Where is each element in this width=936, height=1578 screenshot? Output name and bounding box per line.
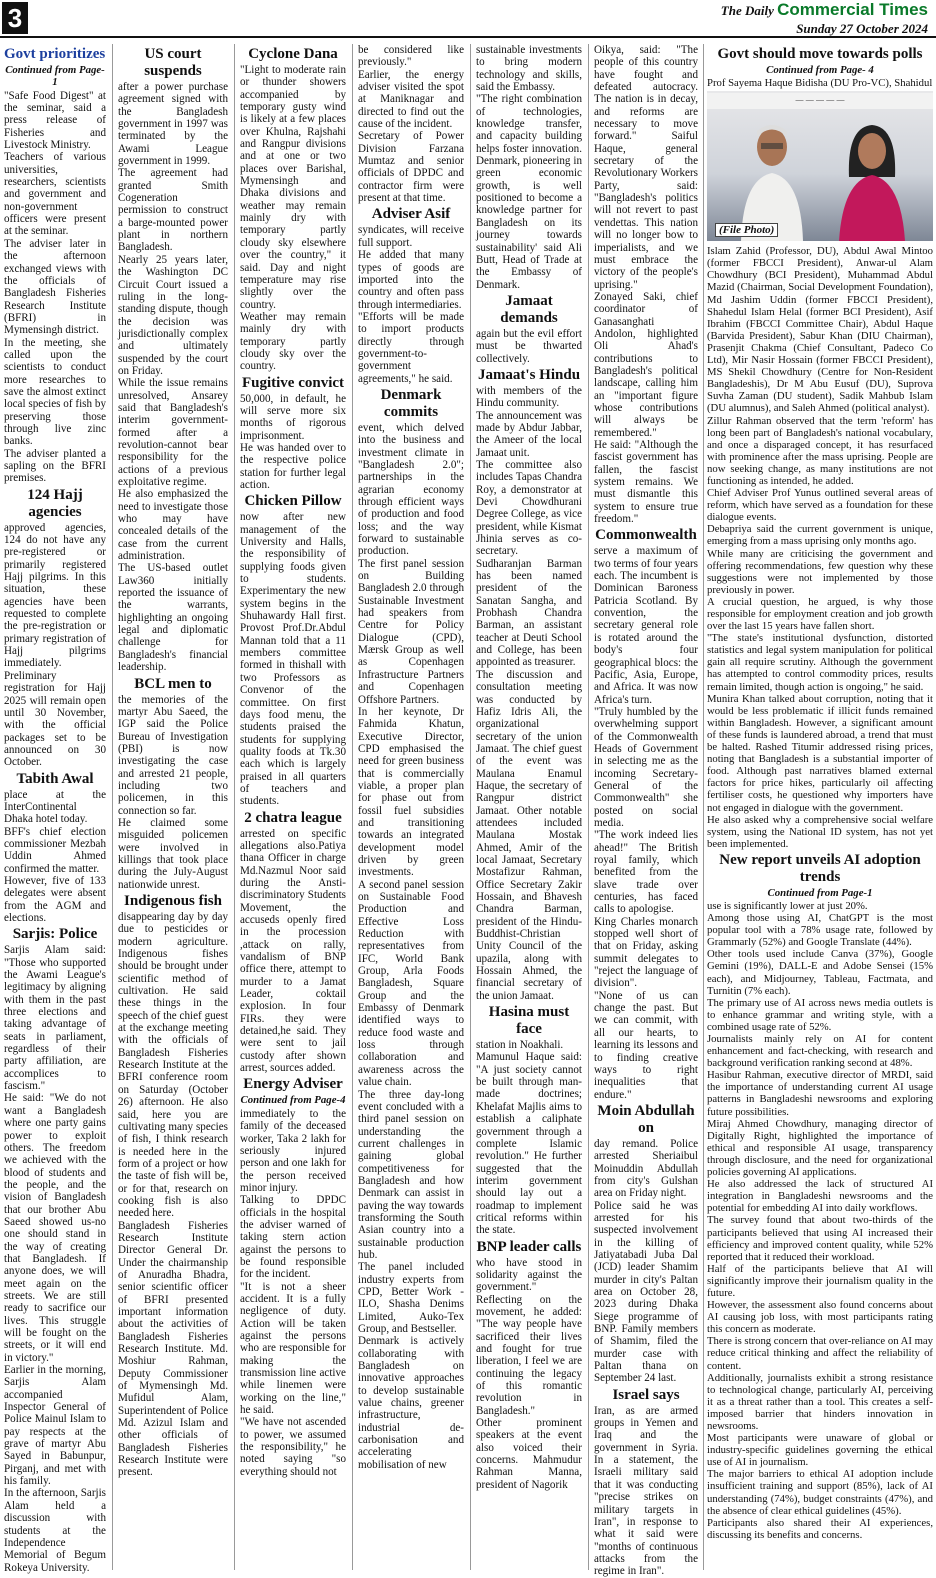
article-paragraph: Additionally, journalists exhibit a strong resistance to technological change, particularly AI, perceiving it as a threat rather than a tool. This creates a self-imposed barrier that hinders innovation in newsrooms. [707, 1371, 933, 1432]
article-paragraph: He said: "Although the fascist government has fallen, the fascist system remains. We must dismantle this system to ensure true freedom." [594, 439, 698, 526]
article-paragraph: Preliminary registration for Hajj 2025 will remain open until 30 November, with the official packages set to be announced on 30 October. [4, 669, 106, 769]
headline-moin-abdullah: Moin Abdullah on [597, 1102, 695, 1136]
article-paragraph: There is strong concern that over-reliance on AI may reduce critical thinking and affect the reliability of content. [707, 1335, 933, 1372]
headline-commonwealth: Commonwealth [595, 527, 697, 544]
article-paragraph: He added that many types of goods are imported into the country and often pass through intermediaries. [358, 249, 464, 311]
article-paragraph: "Safe Food Digest" at the seminar, said a press release of Fisheries and Livestock Ministry. [4, 89, 106, 152]
column-divider [588, 44, 589, 1570]
article-paragraph: 50,000, in default, he will serve more six months of rigorous imprisonment. [240, 392, 346, 442]
continued-note: Continued from Page-1 [767, 886, 873, 899]
article-paragraph: The first panel session on Building Bangladesh 2.0 through Sustainable Investment had speakers from Centre for Policy Dialogue (CPD), Mærsk Group as well as Copenhagen Infrastructure Partners and Copenhagen Offshore Partners. [358, 557, 464, 706]
paper-name [721, 0, 928, 20]
column-divider [112, 44, 113, 1570]
headline-tabith-awal: Tabith Awal [16, 770, 94, 787]
article-paragraph: He claimed some misguided policemen were involved in killings that took place during the July-August nationwide unrest. [118, 816, 228, 891]
article-paragraph: The discussion and consultation meeting was conducted by Hafiz Idris Ali, the organizational secretary of the union Jamaat. The chief guest of the event was Maulana Enamul Haque, the secretary of Rangpur district Jamaat. Other notable attendees included Maulana Mostak Ahmed, Amir of the local Jamaat, Secretary Mostafizur Rahman, Office Secretary Zakir Hossain, and Bhavesh Chandra Barman, president of the Hindu-Buddhist-Christian Unity Council of the upazila, along with Hossain Ahmed, the financial secretary of the union Jamaat. [476, 668, 582, 1002]
article-paragraph: now after new management of the University and Halls, the responsibility of supplying foods given to students. Experimentary the new system begins in the Shuhawardy Hall first. Provost Prof.Dr.Abdul Mannan told that a 11 members committee formed in thishall with two Professors as Convenor of the committee. On first days food menu, the students praised the students for supplying quality foods at Tk.30 each which is largely praised in all quarters of teachers and students. [240, 511, 346, 808]
article-paragraph: In the afternoon, Sarjis Alam held a discussion with students at the Independence Memorial of Begum Rokeya University. [4, 1487, 106, 1574]
file-photo [707, 91, 933, 241]
article-paragraph: syndicates, will receive full support. [358, 224, 464, 249]
headline-sarjis-police: Sarjis: Police [12, 926, 98, 943]
article-paragraph: He also asked why a comprehensive social welfare system, using the National ID system, has not yet been implemented. [707, 813, 933, 850]
article-paragraph: BFF's chief election commissioner Mezbah Uddin Ahmed confirmed the matter. [4, 825, 106, 875]
article-paragraph: The primary use of AI across news media outlets is to enhance grammar and writing style, with a combined usage rate of 52%. [707, 996, 933, 1033]
article-paragraph: Police said he was arrested for his suspected involvement in the killing of Jatiyatabadi Juba Dal (JCD) leader Shamim murder in city's Paltan area on October 28, 2023 during Dhaka Siege programme of BNP. Family members of Shamim, filed the murder case with Paltan thana on September 24 last. [594, 1199, 698, 1385]
article-paragraph: The survey found that about two-thirds of the participants believed that using AI increased their efficiency and improved content quality, while 52% reported that it reduced their workload. [707, 1214, 933, 1263]
article-paragraph: arrested on specific allegations also.Patiya thana Officer in charge Md.Nazmul Noor said during the Ansti-discriminatory Students Movement, the accuseds openly fired in the procession ,attack on rally, vandalism of BNP office there, attempt to murder to a Jamat Leader, coktail explosion. In four FIRs. they were detained,he said. They were sent to jail custody after shown arrest, sources added. [240, 827, 346, 1075]
article-paragraph: Mamunul Haque said: "A just society cannot be built through man-made doctrines; Khelafat Majlis aims to establish a caliphate government through a complete Islamic revolution." He further suggested that the interim government should lay out a roadmap to implement critical reforms within the state. [476, 1051, 582, 1237]
article-paragraph: He said: "We do not want a Bangladesh where one party gains power to exploit others. The freedom we achieved with the blood of students and the people, and the vision of Bangladesh that our brother Abu Saeed showed us-no one should stand in the way of creating that Bangladesh. If anyone does, we will meet again on the streets. We are still ready to sacrifice our lives. This struggle will be fought on the streets, or it will end in victory." [4, 1092, 106, 1364]
header-rule [0, 36, 936, 38]
column-divider [703, 44, 704, 1570]
continued-note: Continued from Page-4 [240, 1094, 346, 1107]
article-paragraph: "Efforts will be made to import products directly through government-to-government agreements," he said. [358, 310, 464, 385]
article-paragraph: However, the assessment also found concerns about AI causing job loss, with most participants rating this concern as moderate. [707, 1299, 933, 1336]
article-paragraph: Munira Khan talked about corruption, noting that it would be less problematic if illicit funds remained within Bangladesh. However, a significant amount of these funds is laundered abroad, a trend that must be halted. Rashed Titumir addressed rising prices, noting that Bangladesh is a substantial importer of food. Although past narratives blamed external factors for price hikes, particularly oil affecting fertiliser costs, he questioned why importers have not engaged in dialogue with the government. [707, 692, 933, 814]
headline-indigenous-fish: Indigenous fish [124, 893, 222, 909]
article-paragraph: Denmark is actively collaborating with Bangladesh on innovative approaches to develop sustainable value chains, greener infrastructure, industrial de-carbonisation and accelerating mobilisation of new [358, 1335, 464, 1471]
masthead [721, 0, 928, 37]
column-6 [594, 44, 698, 1578]
article-paragraph: The agreement had granted Smith Cogeneration permission to construct a barge-mounted power plant in northern Bangladesh. [118, 167, 228, 254]
article-paragraph: He also emphasized the need to investigate those who may have concealed details of the case from the current administration. [118, 488, 228, 563]
article-paragraph: "Light to moderate rain or thunder showers accompanied by temporary gusty wind is likely at a few places over Khulna, Rajshahi and Rangpur divisions and at one or two places over Barishal, Mymensingh and Dhaka divisions and weather may remain mainly dry with temporary partly cloudy sky elsewhere over the country," it said. Day and night temperature may rise slightly over the country. [240, 64, 346, 311]
article-paragraph: Prof Sayema Haque Bidisha (DU Pro-VC), Shahidul [707, 77, 933, 90]
article-paragraph: again but the evil effort must be thwarted collectively. [476, 327, 582, 365]
article-paragraph: However, five of 133 delegates were absent from the AGM and elections. [4, 874, 106, 924]
article-paragraph: Participants also shared their AI experiences, discussing its benefits and concerns. [707, 1516, 933, 1541]
article-paragraph: In her keynote, Dr Fahmida Khatun, Executive Director, CPD emphasised the need for green business that is commercially viable, a proper plan for phase out from fossil fuel subsidies and transitioning towards an integrated development model driven by green investments. [358, 705, 464, 879]
photo-caption: (File Photo) [715, 223, 778, 237]
article-paragraph: The adviser later in the afternoon exchanged views with the officials of Bangladesh Fisheries Research Institute (BFRI) in Mymensingh district. [4, 237, 106, 337]
headline-hajj-agencies: 124 Hajj agencies [27, 486, 83, 520]
article-paragraph: Zillur Rahman observed that the term 'reform' has long been part of Bangladesh's national vocabulary, and once a disparaged concept, it has resurfaced with prominence after the mass uprising. People are now seeking change, as many institutions are not functioning as intended, he added. [707, 414, 933, 487]
article-paragraph: In the meeting, she called upon the scientists to conduct more researches to save the almost extinct local species of fish by preserving those through live zinc banks. [4, 336, 106, 448]
article-paragraph: serve a maximum of two terms of four years each. The incumbent is Dominican Baroness Patricia Scotland. By convention, the secretary general role is rotated around the body's four geographical blocs: the Pacific, Asia, Europe, and Africa. It was now Africa's turn. [594, 545, 698, 706]
article-paragraph: The panel included industry experts from CPD, Better Work - ILO, Shasha Denims Limited, Auko-Tex Group, and Bestseller. [358, 1261, 464, 1336]
woman-figure-icon [837, 117, 907, 241]
article-paragraph: While the issue remains unresolved, Ansarey said that Bangladesh's interim government-formed after a revolution-cannot bear responsibility for the actions of a previous exploitative regime. [118, 377, 228, 488]
headline-denmark-commits: Denmark commits [380, 386, 442, 420]
article-paragraph: "The right combination of technologies, knowledge transfer, and capacity building helps foster innovation. Denmark, pioneering in green economic growth, is well positioned to become a knowledge partner for Bangladesh on its journey towards sustainability' said Ali Butt, Head of Trade at the Embassy of Denmark. [476, 93, 582, 291]
headline-us-court: US court suspends [144, 46, 202, 79]
headline-bnp-leader-calls: BNP leader calls [476, 1238, 582, 1255]
article-paragraph: Miraj Ahmed Chowdhury, managing director of Digitally Right, highlighted the importance of ethical and responsible AI usage, transparency through disclosure, and the need for organizational policies governing AI applications. [707, 1117, 933, 1179]
article-paragraph: He was handed over to the respective police station for further legal action. [240, 441, 346, 491]
column-divider [470, 44, 471, 1570]
article-paragraph: Half of the participants believe that AI will significantly improve their journalism quality in the future. [707, 1262, 933, 1299]
article-paragraph: Nearly 25 years later, the Washington DC Circuit Court issued a ruling in the long-standing dispute, though the decision was jurisdictionally complex and ultimately suspended by the court on Friday. [118, 253, 228, 377]
article-paragraph: Hasibur Rahman, executive director of MRDI, said the importance of understanding current AI usage patterns in Bangladeshi newsrooms and exploring future possibilities. [707, 1069, 933, 1118]
article-paragraph: station in Noakhali. [476, 1039, 564, 1052]
article-paragraph: "We have not ascended to power, we assumed the responsibility," he noted saying "so everything should not [240, 1416, 346, 1478]
article-paragraph: use is significantly lower at just 20%. [707, 899, 868, 912]
article-paragraph: Secretary of Power Division Farzana Mumtaz and senior officials of DPDC and contractor firm were present at that time. [358, 130, 464, 205]
headline-hasina-must-face: Hasina must face [488, 1004, 570, 1038]
article-paragraph: sustainable investments to bring modern technology and skills, said the Embassy. [476, 44, 582, 94]
continued-note: Continued from Page- 4 [766, 64, 874, 76]
article-paragraph: approved agencies, 124 do not have any pre-registered or primarily registered Hajj pilgrims. In this situation, these agencies have been requested to complete the pre-registration or primary registration of Hajj pilgrims immediately. [4, 521, 106, 670]
article-paragraph: place at the InterContinental Dhaka hotel today. [4, 788, 106, 826]
article-paragraph: event, which delved into the business and investment climate in "Bangladesh 2.0"; partnerships in the agrarian economy through efficient ways of production and food loss; and the way forward to sustainable production. [358, 421, 464, 558]
article-paragraph: Other prominent speakers at the event also voiced their concerns. Mahmudur Rahman Manna, president of Nagorik [476, 1417, 582, 1491]
headline-jamaats-hindu: Jamaat's Hindu [477, 366, 581, 383]
column-5 [476, 44, 582, 1570]
column-2 [118, 44, 228, 1570]
article-paragraph: Other tools used include Canva (37%), Google Gemini (19%), DALL-E and Adobe Sensei (15% each), and Midjourney, Tableau, Factmata, and Turnitin (7% each). [707, 948, 933, 997]
article-paragraph: Chief Adviser Prof Yunus outlined several areas of reform, which have served as a foundation for these dialogue events. [707, 487, 933, 524]
article-paragraph: "None of us can change the past. But we can commit, with all our hearts, to learning its lessons and to finding creative ways to right inequalities that endure." [594, 989, 698, 1101]
paper-title: Commercial Times [777, 0, 928, 19]
headline-chatra-league: 2 chatra league [244, 809, 342, 826]
headline-chicken-pillow: Chicken Pillow [244, 493, 342, 510]
continued-note: Continued from Page-1 [5, 64, 105, 89]
photo-banner: — — — — — [707, 93, 933, 109]
article-paragraph: Islam Zahid (Professor, DU), Abdul Awal Mintoo (former FBCCI President), Anwar-ul Alam Chowdhury (BCI President), Muhammad Abdul Mazid (Chairman, Social Development Foundation), Md Jashim Uddin (former FBCCI President), Shahedul Islam Helal (former BCI President), Asif Ibrahim (FBCCI Committee Chair), Abdul Haque (Barvida President), Sabur Khan (DIU Chairman), Prasenjit Chakma (Chief Consultant, Padeco Co Ltd), Mir Nasir Hossain (former FBCCI President), MS Shekil Chowdhury (Centre for Non-Resident Bangladeshis), Dr M Abu Eusuf (DU), Suprova Suvha Zaman (DU student), Sadik Mahbub Islam (DU alumnus), and Saleh Ahmed (political analyst). [707, 245, 933, 415]
article-paragraph: Teachers of various universities, researchers, scientists and government and non-government officers were present at the seminar. [4, 151, 106, 238]
headline-energy-adviser: Energy Adviser [243, 1076, 343, 1093]
article-paragraph: after a power purchase agreement signed with the Bangladesh government in 1997 was terminated by the Awami League government in 1999. [118, 81, 228, 168]
article-paragraph: Earlier, the energy adviser visited the spot at Maniknagar and directed to find out the cause of the incident. [358, 68, 464, 131]
article-paragraph: A second panel session on Sustainable Food Production and Effective Loss Reduction with representatives from IFC, World Bank Group, Arla Foods Bangladesh, Square Group and the Embassy of Denmark identified ways to reduce food waste and loss through collaboration and awareness across the value chain. [358, 878, 464, 1089]
article-paragraph: day remand. Police arrested Sheriaibul Moinuddin Abdullah from city's Gulshan area on Friday night. [594, 1137, 698, 1200]
article-paragraph: The adviser planted a sapling on the BFRI premises. [4, 447, 106, 485]
article-paragraph: He also addressed the lack of structured AI integration in Bangladeshi newsrooms and the potential for embedding AI into daily workflows. [707, 1178, 933, 1215]
paper-prefix: The Daily [720, 3, 774, 18]
article-paragraph: who have stood in solidarity against the government." [476, 1256, 582, 1294]
headline-bcl-men: BCL men to [134, 675, 212, 692]
article-paragraph: "The work indeed lies ahead!" The British royal family, which benefited from the slave trade over centuries, has faced calls to apologise. [594, 829, 698, 916]
article-paragraph: "Truly humbled by the overwhelming support of the Commonwealth Heads of Government in selecting me as the incoming Secretary-General of the Commonwealth" she posted on social media. [594, 705, 698, 829]
column-divider [352, 44, 353, 1570]
page-number: 3 [2, 2, 28, 34]
article-paragraph: be considered like previously." [358, 44, 464, 69]
headline-ai-adoption: New report unveils AI adoption trends [719, 851, 921, 885]
issue-date: Sunday 27 October 2024 [796, 21, 928, 36]
article-paragraph: Bangladesh Fisheries Research Institute Director General Dr. Under the chairmanship of Anuradha Bhadra, senior scientific officer of BFRI presented important information about the activities of Bangladesh Fisheries Research Institute. Md. Moshiur Rahman, Deputy Commissioner of Mymensingh Md. Mufidul Alam, Superintendent of Police Md. Azizul Islam and other officials of Bangladesh Fisheries Research Institute were present. [118, 1219, 228, 1479]
article-paragraph: Among those using AI, ChatGPT is the most popular tool with a 78% usage rate, followed by Grammarly (52%) and Google Translate (44%). [707, 912, 933, 949]
article-paragraph: the memories of the martyr Abu Saeed, the IGP said the Police Bureau of Investigation (PBI) is now investigating the case and arrested 21 people, including two policemen, in this connection so far. [118, 693, 228, 817]
article-paragraph: Iran, as are armed groups in Yemen and Iraq and the government in Syria. In a statement, the Israeli military said that it was conducting "precise strikes on military targets in Iran", in response to what it said were "months of continuous attacks from the regime in Iran". [594, 1404, 698, 1578]
article-paragraph: "The state's institutional dysfunction, distorted statistics and legal system manipulation for political gain all require scrutiny. Although the government has attempted to control commodity prices, results remain limited, though action is ongoing," he said. [707, 632, 933, 693]
headline-israel-says: Israel says [612, 1386, 680, 1403]
article-paragraph: The three day-long event concluded with a third panel session on understanding the current challenges in gaining global competitiveness for Bangladesh and how Denmark can assist in paving the way towards transforming the South Asian country into a sustainable production hub. [358, 1088, 464, 1261]
article-paragraph: The major barriers to ethical AI adoption include insufficient training and support (85%), lack of AI understanding (74%), budget constraints (47%), and the absence of clear ethical guidelines (45%). [707, 1468, 933, 1517]
column-1 [4, 44, 106, 1574]
article-paragraph: Zonayed Saki, chief coordinator of Ganasanghati Andolon, highlighted Oli Ahad's contributions to Bangladesh's political landscape, calling him an "important figure whose contributions will always be remembered." [594, 290, 698, 439]
article-paragraph: "It is not a sheer accident. It is a fully negligence of duty. Action will be taken against the persons who are responsible for making the transmission line active while linemen were working on the line," he said. [240, 1280, 346, 1417]
column-7 [707, 44, 933, 1570]
column-divider [234, 44, 235, 1570]
article-paragraph: disappearing day by day due to pesticides or modern agriculture. Indigenous fishes should be brought under scientific method of cultivation. He said these things in the speech of the chief guest at the exchange meeting with the officials of Bangladesh Fisheries Research Institute at the BFRI conference room on Saturday (October 26) afternoon. He also said, here you are cultivating many species of fish, I think research is needed here in the form of a project or how the taste of fish will be, or for that, research on cooking fish is also needed here. [118, 911, 228, 1220]
headline-cyclone-dana: Cyclone Dana [248, 46, 338, 62]
article-paragraph: Oikya, said: "The people of this country have fought and defeated autocracy. The nation is in decay, and reforms are necessary to move forward." Saiful Haque, general secretary of the Revolutionary Workers Party, said: "Bangladesh's politics will not revert to past vendettas. This nation will no longer bow to imperialists, and we must embrace the victory of the people's uprising." [594, 44, 698, 291]
headline-govt-polls: Govt should move towards polls [717, 46, 923, 62]
headline-govt-prioritizes: Govt prioritizes [4, 46, 106, 62]
article-paragraph: The announcement was made by Abdur Jabbar, the Ameer of the local Jamaat unit. [476, 409, 582, 459]
article-paragraph: Weather may remain mainly dry with temporary partly cloudy sky over the country. [240, 310, 346, 373]
column-4 [358, 44, 464, 1570]
article-paragraph: A crucial question, he argued, is why those responsible for employment creation and job growth over the last 15 years have fallen short. [707, 595, 933, 633]
headline-adviser-asif: Adviser Asif [371, 206, 451, 223]
page-header [0, 0, 936, 36]
article-paragraph: Sudharanjan Barman has been named president of the Sanatan Sangha, and Probhash Chandra Barman, an assistant teacher at Deuti School and College, has been appointed as treasurer. [476, 557, 582, 669]
article-paragraph: Sarjis Alam said: "Those who supported the Awami League's legitimacy by aligning with them in the past three elections and taking advantage of seats in parliament, regardless of their party affiliation, are accomplices to fascism." [4, 944, 106, 1093]
article-paragraph: Earlier in the morning, Sarjis Alam accompanied Inspector General of Police Mainul Islam to pay respects at the grave of martyr Abu Sayed in Babunpur, Pirganj, and met with his family. [4, 1364, 106, 1488]
article-paragraph: Talking to DPDC officials in the hospital the adviser warned of taking stern action against the persons to be found responsible for the incident. [240, 1194, 346, 1281]
headline-fugitive-convict: Fugitive convict [241, 374, 345, 391]
article-paragraph: Most participants were unaware of global or industry-specific guidelines governing the ethical use of AI in journalism. [707, 1432, 933, 1469]
article-paragraph: Journalists mainly rely on AI for content enhancement and fact-checking, with research and background verification ranking second at 48%. [707, 1033, 933, 1070]
article-paragraph: immediately to the family of the deceased worker, Taka 2 lakh for seriously injured person and one lakh for the person received minor injury. [240, 1107, 346, 1194]
article-paragraph: Debapriya said the current government is unique, emerging from a mass uprising only months ago. [707, 523, 933, 548]
article-paragraph: The committee also includes Tapas Chandra Roy, a demonstrator at Devi Chowdhurani Degree College, as vice president, while Kismat Jhinia serves as co-secretary. [476, 458, 582, 558]
column-3 [240, 44, 346, 1570]
article-paragraph: King Charles monarch stopped well short of that on Friday, asking summit delegates to "reject the language of division". [594, 915, 698, 990]
article-paragraph: with members of the Hindu community. [476, 384, 582, 410]
article-paragraph: While many are criticising the government and offering recommendations, few question why these suggestions were not implemented by those previously in power. [707, 547, 933, 596]
headline-jamaat-demands: Jamaat demands [500, 292, 558, 326]
article-paragraph: The US-based outlet Law360 initially reported the issuance of the warrants, highlighting an ongoing legal and diplomatic challenge for Bangladesh's financial leadership. [118, 562, 228, 674]
article-paragraph: Reflecting on the movement, he added: "The way people have sacrificed their lives and fought for true liberation, I feel we are continuing the legacy of this romantic revolution in Bangladesh." [476, 1293, 582, 1417]
